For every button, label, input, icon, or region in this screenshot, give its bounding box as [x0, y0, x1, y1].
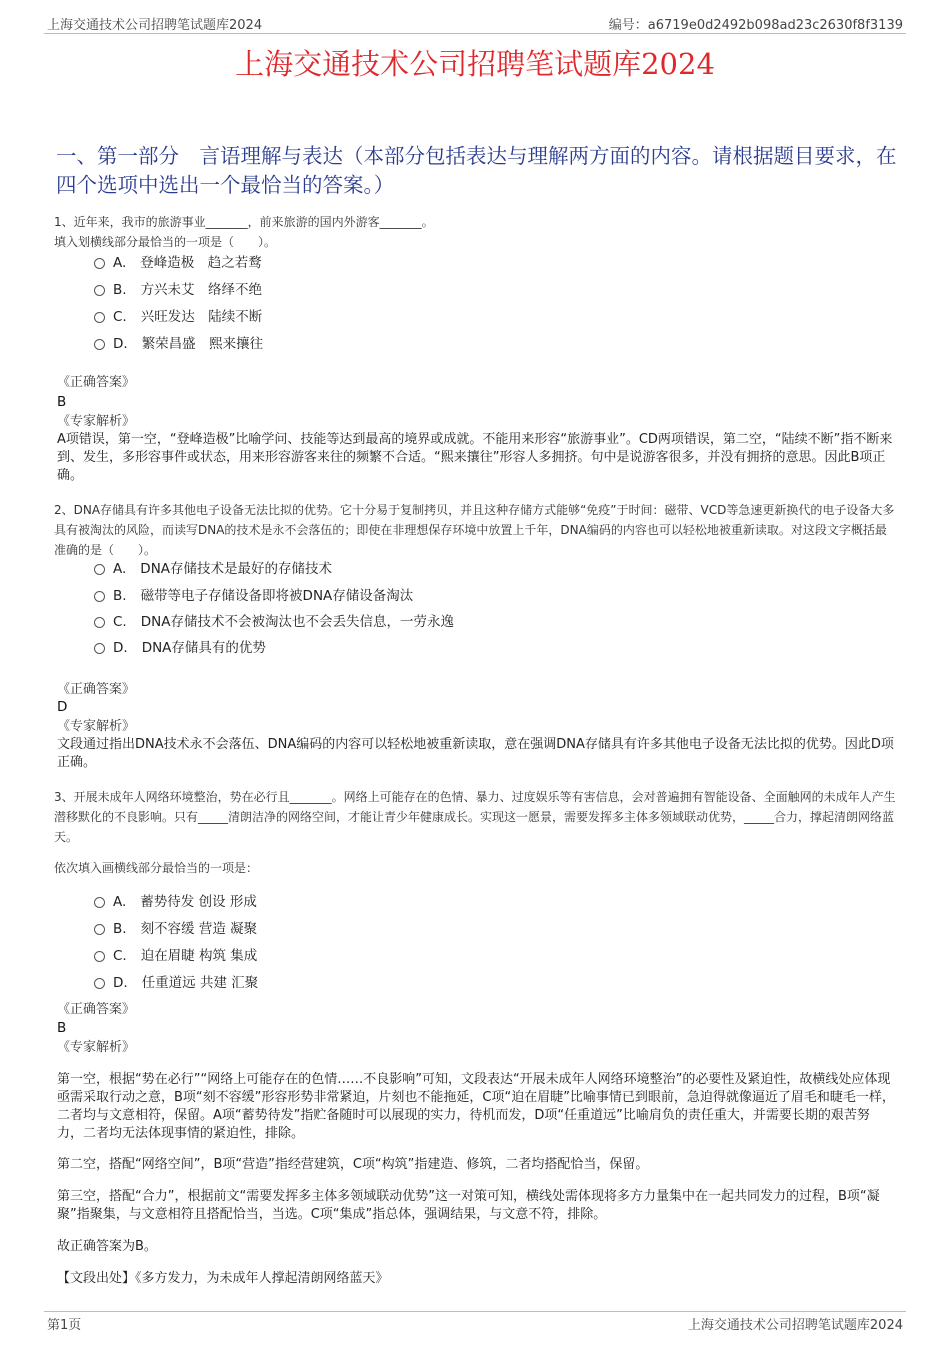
- q2-analysis-label: 《专家解析》: [57, 719, 136, 734]
- q2-answer-label: 《正确答案》: [57, 682, 136, 697]
- radio-icon[interactable]: [94, 924, 105, 935]
- page-title: 上海交通技术公司招聘笔试题库2024: [235, 47, 715, 81]
- footer-divider: [44, 1311, 906, 1312]
- q1-option-a[interactable]: A. 登峰造极 趋之若鹜: [94, 253, 262, 273]
- q2-answer: D: [57, 699, 68, 715]
- q3-source: 【文段出处】《多方发力，为未成年人撑起清朗网络蓝天》: [57, 1271, 389, 1286]
- radio-icon[interactable]: [94, 951, 105, 962]
- q3-analysis-label: 《专家解析》: [57, 1040, 136, 1055]
- q3-analysis-p4: 故正确答案为B。: [57, 1239, 157, 1254]
- q3-analysis-p3: 第三空，搭配“合力”，根据前文“需要发挥多主体多领域联动优势”这一对策可知，横线处需体现将多方力量集中在一起共同发力的过程，B项“凝聚”指聚集，与文意相符且搭配恰当，当选。C项“集成”指总体，强调结果，与文意不符，排除。: [57, 1189, 880, 1222]
- q1-option-c[interactable]: C. 兴旺发达 陆续不断: [94, 307, 262, 327]
- radio-icon[interactable]: [94, 591, 105, 602]
- radio-icon[interactable]: [94, 285, 105, 296]
- q3-option-a[interactable]: A. 蓄势待发 创设 形成: [94, 892, 257, 912]
- radio-icon[interactable]: [94, 339, 105, 350]
- q3-analysis-p1: 第一空，根据“势在必行”“网络上可能存在的色情……不良影响”可知，文段表达“开展未成年人网络环境整治”的必要性及紧迫性，故横线处应体现亟需采取行动之意，B项“刻不容缓”形容形势非常紧迫，片刻也不能拖延，C项“迫在眉睫”比喻事情已到眼前，急迫得就像逼近了眉毛和睫毛一样，二者均与文意相符，保留。A项“蓄势待发”指贮备随时可以展现的实力，待机而发，D项“任重道远”比喻肩负的责任重大，并需要长期的艰苦努力，二者均无法体现事情的紧迫性，排除。: [57, 1072, 895, 1141]
- footer-doc-title: 上海交通技术公司招聘笔试题库2024: [687, 1318, 903, 1333]
- q1-option-b[interactable]: B. 方兴未艾 络绎不绝: [94, 280, 262, 300]
- radio-icon[interactable]: [94, 312, 105, 323]
- q2-option-b[interactable]: B. 磁带等电子存储设备即将被DNA存储设备淘汰: [94, 586, 413, 606]
- q1-stem-instruction: 填入划横线部分最恰当的一项是（ ）。: [54, 235, 277, 249]
- q1-analysis: A项错误，第一空，“登峰造极”比喻学问、技能等达到最高的境界或成就。不能用来形容“旅游事业”。CD两项错误，第二空，“陆续不断”指不断来到、发生，多形容事件或状态，用来形容游客来往的频繁不合适。“熙来攘往”形容人多拥挤。句中是说游客很多，并没有拥挤的意思。因此B项正确。: [57, 432, 893, 483]
- header-divider: [44, 33, 906, 34]
- section-heading: 一、第一部分 言语理解与表达（本部分包括表达与理解两方面的内容。请根据题目要求，在四个选项中选出一个最恰当的答案。）: [56, 144, 897, 197]
- q1-answer-label: 《正确答案》: [57, 375, 136, 390]
- header-doc-id: 编号：a6719e0d2492b098ad23c2630f8f3139: [608, 18, 903, 33]
- q2-analysis: 文段通过指出DNA技术永不会落伍、DNA编码的内容可以轻松地被重新读取，意在强调DNA存储具有许多其他电子设备无法比拟的优势。因此D项正确。: [57, 737, 894, 770]
- q3-answer: B: [57, 1020, 67, 1036]
- q3-option-d[interactable]: D. 任重道远 共建 汇聚: [94, 973, 258, 993]
- q2-stem: 2、DNA存储具有许多其他电子设备无法比拟的优势。它十分易于复制拷贝，并且这种存储方式能够“免疫”于时间：磁带、VCD等急速更新换代的电子设备大多具有被淘汰的风险，而读写DNA的技术是永不会落伍的；即使在非理想保存环境中放置上千年，DNA编码的内容也可以轻松地被重新读取。对这段文字概括最准确的是（ ）。: [54, 503, 895, 557]
- radio-icon[interactable]: [94, 258, 105, 269]
- q1-analysis-label: 《专家解析》: [57, 414, 136, 429]
- q3-stem: 3、开展未成年人网络环境整治，势在必行且_______。网络上可能存在的色情、暴力、过度娱乐等有害信息，会对普遍拥有智能设备、全面触网的未成年人产生潜移默化的不良影响。只有_____清朗洁净的网络空间，才能让青少年健康成长。实现这一愿景，需要发挥多主体多领域联动优势，_____合力，撑起清朗网络蓝天。: [54, 790, 896, 844]
- radio-icon[interactable]: [94, 617, 105, 628]
- q1-option-d[interactable]: D. 繁荣昌盛 熙来攘往: [94, 334, 263, 354]
- q2-option-d[interactable]: D. DNA存储具有的优势: [94, 638, 266, 658]
- page-number: 第1页: [47, 1318, 82, 1333]
- header-doc-title: 上海交通技术公司招聘笔试题库2024: [47, 18, 263, 33]
- q3-option-c[interactable]: C. 迫在眉睫 构筑 集成: [94, 946, 257, 966]
- q2-option-a[interactable]: A. DNA存储技术是最好的存储技术: [94, 559, 332, 579]
- q3-option-b[interactable]: B. 刻不容缓 营造 凝聚: [94, 919, 257, 939]
- q3-stem-instruction: 依次填入画横线部分最恰当的一项是：: [54, 861, 259, 875]
- radio-icon[interactable]: [94, 978, 105, 989]
- q1-answer: B: [57, 394, 67, 410]
- radio-icon[interactable]: [94, 564, 105, 575]
- q2-option-c[interactable]: C. DNA存储技术不会被淘汰也不会丢失信息，一劳永逸: [94, 612, 454, 632]
- q3-analysis-p2: 第二空，搭配“网络空间”，B项“营造”指经营建筑，C项“构筑”指建造、修筑，二者均搭配恰当，保留。: [57, 1157, 649, 1172]
- q1-stem: 1、近年来，我市的旅游事业_______，前来旅游的国内外游客_______。: [54, 215, 434, 229]
- radio-icon[interactable]: [94, 643, 105, 654]
- q3-answer-label: 《正确答案》: [57, 1002, 136, 1017]
- radio-icon[interactable]: [94, 897, 105, 908]
